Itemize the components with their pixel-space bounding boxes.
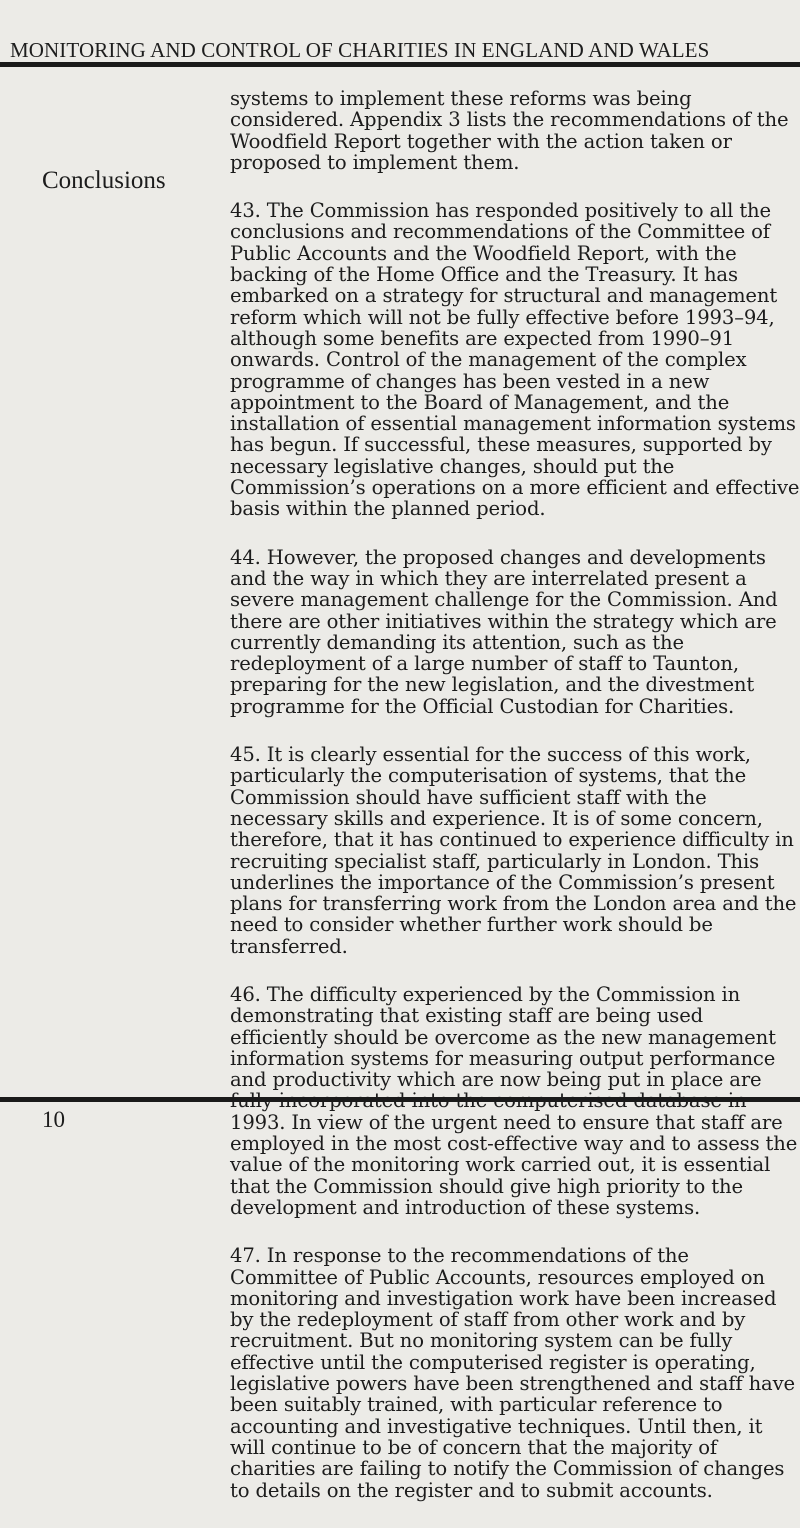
page-number: 10 xyxy=(42,1107,65,1132)
paragraph-44: 44. However, the proposed changes and developments and the way in which they are interrelated present a severe management challenge for the Commission. And there are other initiatives within the strategy which are currently demanding its attention, such as the redeployment of a large number of staff to Taunton, preparing for the new legislation, and the divestment programme for the Official Custodian for Charities. xyxy=(230,545,778,718)
paragraph-45: 45. It is clearly essential for the success of this work, particularly the computerisation of systems, that the Commission should have sufficient staff with the necessary skills and experience. It is of some concern, therefore, that it has continued to experience difficulty in recruiting specialist staff, particularly in London. This underlines the importance of the Commission’s present plans for transferring work from the London area and the need to consider whether further work should be transferred. xyxy=(230,743,797,958)
running-title: MONITORING AND CONTROL OF CHARITIES IN ENGLAND AND WALES xyxy=(10,38,710,62)
paragraph-43: 43. The Commission has responded positively to all the conclusions and recommendations of the Committee of Public Accounts and the Woodfield Report, with the backing of the Home Office and the Treasury. It has embarked on a strategy for structural and management reform which will not be fully effective before 1993–94, although some benefits are expected from 1990–91 onwards. Control of the management of the complex programme of changes has been vested in a new appointment to the Board of Management, and the installation of essential management information systems has begun. If successful, these measures, supported by necessary legislative changes, should put the Commission’s operations on a more efficient and effective basis within the planned period. xyxy=(230,199,800,521)
footer-rule xyxy=(0,1097,800,1102)
paragraph-46: 46. The difficulty experienced by the Commission in demonstrating that existing staff are being used efficiently should be overcome as the new management information systems for measuring output performance and productivity which are now being put in place are 1993. In view of the urgent need to ensure that staff are employed in the most cost-effective way and to assess the value of the monitoring work carried out, it is essential that the Commission should give high priority to the development and introduction of these systems. xyxy=(230,982,798,1219)
section-heading: Conclusions xyxy=(42,167,166,194)
header-rule xyxy=(0,62,800,67)
body-text xyxy=(230,88,800,1528)
paragraph-continuation: systems to implement these reforms was being considered. Appendix 3 lists the recommendations of the Woodfield Report together with the action taken or proposed to implement them. xyxy=(230,87,789,174)
paragraph-47: 47. In response to the recommendations of the Committee of Public Accounts, resources employed on monitoring and investigation work have been increased by the redeployment of staff from other work and by recruitment. But no monitoring system can be fully effective until the computerised register is operating, legislative powers have been strengthened and staff have been suitably trained, with particular reference to accounting and investigative techniques. Until then, it will continue to be of concern that the majority of charities are failing to notify the Commission of changes to details on the register and to submit accounts. xyxy=(230,1244,795,1502)
